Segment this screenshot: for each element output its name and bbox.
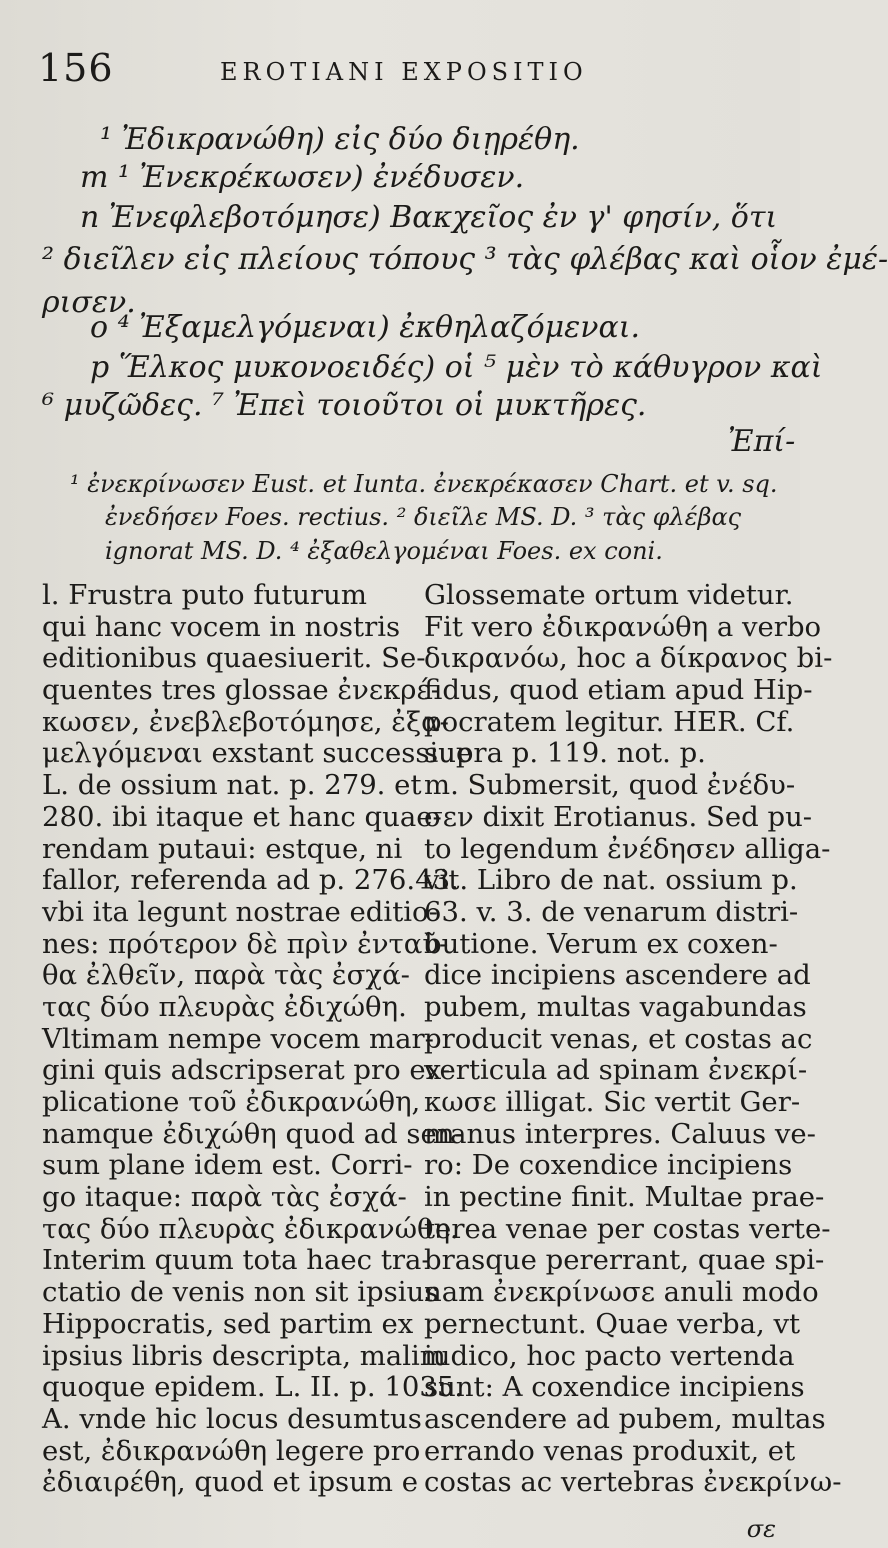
- text-line: nes: πρότερον δὲ πρὶν ἐνταῦ-: [42, 927, 449, 960]
- text-line: vbi ita legunt nostrae editio-: [42, 895, 438, 928]
- text-line: go itaque: παρὰ τὰς ἐσχά-: [42, 1181, 407, 1214]
- text-line: ἐδιαιρέθη, quod et ipsum e: [42, 1466, 418, 1499]
- text-line: μελγόμεναι exstant successiue: [42, 737, 473, 770]
- text-line: plicatione τοῦ ἐδικρανώθη,: [42, 1086, 421, 1118]
- catchword-top: Ἐπί-: [728, 424, 796, 459]
- gloss-line: ² διεῖλεν εἰς πλείους τόπους ³ τὰς φλέβας καὶ οἷον ἐμέ-: [42, 242, 888, 277]
- text-line: Vltimam nempe vocem mar-: [42, 1022, 434, 1055]
- text-line: A. vnde hic locus desumtus: [42, 1402, 422, 1435]
- text-line: σεν dixit Erotianus. Sed pu-: [424, 800, 813, 833]
- text-line: producit venas, et costas ac: [424, 1022, 813, 1055]
- text-line: Fit vero ἐδικρανώθη a verbo: [424, 610, 822, 643]
- gloss-line: n Ἐνεφλεβοτόμησε) Βακχεῖος ἐν γ' φησίν, ὅτι: [80, 200, 778, 235]
- text-line: qui hanc vocem in nostris: [42, 610, 401, 643]
- text-line: τας δύο πλευρὰς ἐδικρανώθη.: [42, 1212, 459, 1245]
- text-line: errando venas produxit, et: [424, 1434, 796, 1467]
- text-line: pocratem legitur. HER. Cf.: [424, 705, 795, 738]
- text-line: Glossemate ortum videtur.: [424, 579, 794, 611]
- catchword-bottom: σε: [746, 1515, 776, 1543]
- gloss-line: p Ἕλκος μυκονοειδές) οἱ ⁵ μὲν τὸ κάθυγρον καὶ: [90, 350, 823, 385]
- page-number: 156: [38, 46, 114, 90]
- text-line: δικρανόω, hoc a δίκρανος bi-: [424, 642, 833, 675]
- text-line: est, ἐδικρανώθη legere pro: [42, 1434, 421, 1467]
- text-line: sunt: A coxendice incipiens: [424, 1371, 805, 1404]
- commentary-right-column: [424, 579, 842, 1499]
- text-line: vit. Libro de nat. ossium p.: [424, 864, 798, 897]
- text-line: pubem, multas vagabundas: [424, 990, 807, 1023]
- text-line: ro: De coxendice incipiens: [424, 1149, 793, 1182]
- text-line: rendam putaui: estque, ni: [42, 832, 403, 865]
- text-line: quoque epidem. L. II. p. 1035.: [42, 1371, 464, 1404]
- text-line: editionibus quaesiuerit. Se-: [42, 642, 426, 675]
- text-line: τας δύο πλευρὰς ἐδιχώθη.: [42, 990, 407, 1023]
- text-line: sum plane idem est. Corri-: [42, 1149, 413, 1182]
- text-line: l. Frustra puto futurum: [42, 579, 367, 611]
- text-line: ipsius libris descripta, malim: [42, 1339, 446, 1372]
- text-line: pernectunt. Quae verba, vt: [424, 1307, 801, 1340]
- text-line: 280. ibi itaque et hanc quae-: [42, 800, 442, 833]
- text-line: fallor, referenda ad p. 276.43.: [42, 864, 459, 897]
- text-line: terea venae per costas verte-: [424, 1212, 831, 1245]
- text-line: costas ac vertebras ἐνεκρίνω-: [424, 1466, 842, 1499]
- text-line: verticula ad spinam ἐνεκρί-: [424, 1054, 808, 1087]
- running-title: EROTIANI EXPOSITIO: [220, 58, 588, 86]
- text-line: manus interpres. Caluus ve-: [424, 1117, 816, 1150]
- text-line: θα ἐλθεῖν, παρὰ τὰς ἐσχά-: [42, 959, 410, 992]
- footnote-line: ignorat MS. D. ⁴ ἐξαθελγομέναι Foes. ex coni.: [105, 537, 663, 565]
- text-line: butione. Verum ex coxen-: [424, 927, 778, 960]
- gloss-line: ρισεν.: [42, 285, 136, 320]
- text-line: nam ἐνεκρίνωσε anuli modo: [424, 1276, 819, 1309]
- gloss-line: m ¹ Ἐνεκρέκωσεν) ἐνέδυσεν.: [80, 160, 525, 195]
- text-line: namque ἐδιχώθη quod ad sen-: [42, 1117, 464, 1150]
- text-line: to legendum ἐνέδησεν alliga-: [424, 832, 831, 865]
- footnote-line: ¹ ἐνεκρίνωσεν Eust. et Iunta. ἐνεκρέκασεν Chart. et v. sq.: [70, 470, 778, 498]
- text-line: ctatio de venis non sit ipsius: [42, 1276, 439, 1309]
- gloss-line: ⁶ μυζῶδες. ⁷ Ἐπεὶ τοιοῦτοι οἱ μυκτῆρες.: [42, 388, 647, 423]
- page-header: [38, 46, 778, 96]
- text-line: dice incipiens ascendere ad: [424, 959, 811, 992]
- text-line: ascendere ad pubem, multas: [424, 1402, 826, 1435]
- text-line: 63. v. 3. de venarum distri-: [424, 895, 799, 928]
- text-line: κωσε illigat. Sic vertit Ger-: [424, 1086, 801, 1118]
- commentary-left-column: [42, 579, 473, 1499]
- gloss-line: o ⁴ Ἐξαμελγόμεναι) ἐκθηλαζόμεναι.: [90, 310, 641, 345]
- text-line: m. Submersit, quod ἐνέδυ-: [424, 769, 796, 802]
- text-line: in pectine finit. Multae prae-: [424, 1181, 825, 1214]
- text-line: gini quis adscripserat pro ex-: [42, 1054, 451, 1087]
- text-line: brasque pererrant, quae spi-: [424, 1244, 825, 1277]
- text-line: Hippocratis, sed partim ex: [42, 1307, 414, 1340]
- text-line: L. de ossium nat. p. 279. et: [42, 769, 422, 802]
- text-line: iudico, hoc pacto vertenda: [424, 1339, 795, 1372]
- text-line: supra p. 119. not. p.: [424, 737, 706, 770]
- gloss-line: ¹ Ἐδικρανώθη) εἰς δύο διῃρέθη.: [100, 122, 580, 157]
- text-line: fidus, quod etiam apud Hip-: [424, 674, 813, 707]
- text-line: Interim quum tota haec tra-: [42, 1244, 431, 1277]
- text-line: quentes tres glossae ἐνεκρέ-: [42, 674, 441, 707]
- footnote-line: ἐνεδήσεν Foes. rectius. ² διεῖλε MS. D. ³ τὰς φλέβας: [105, 503, 742, 531]
- text-line: κωσεν, ἐνεβλεβοτόμησε, ἐξα-: [42, 705, 449, 738]
